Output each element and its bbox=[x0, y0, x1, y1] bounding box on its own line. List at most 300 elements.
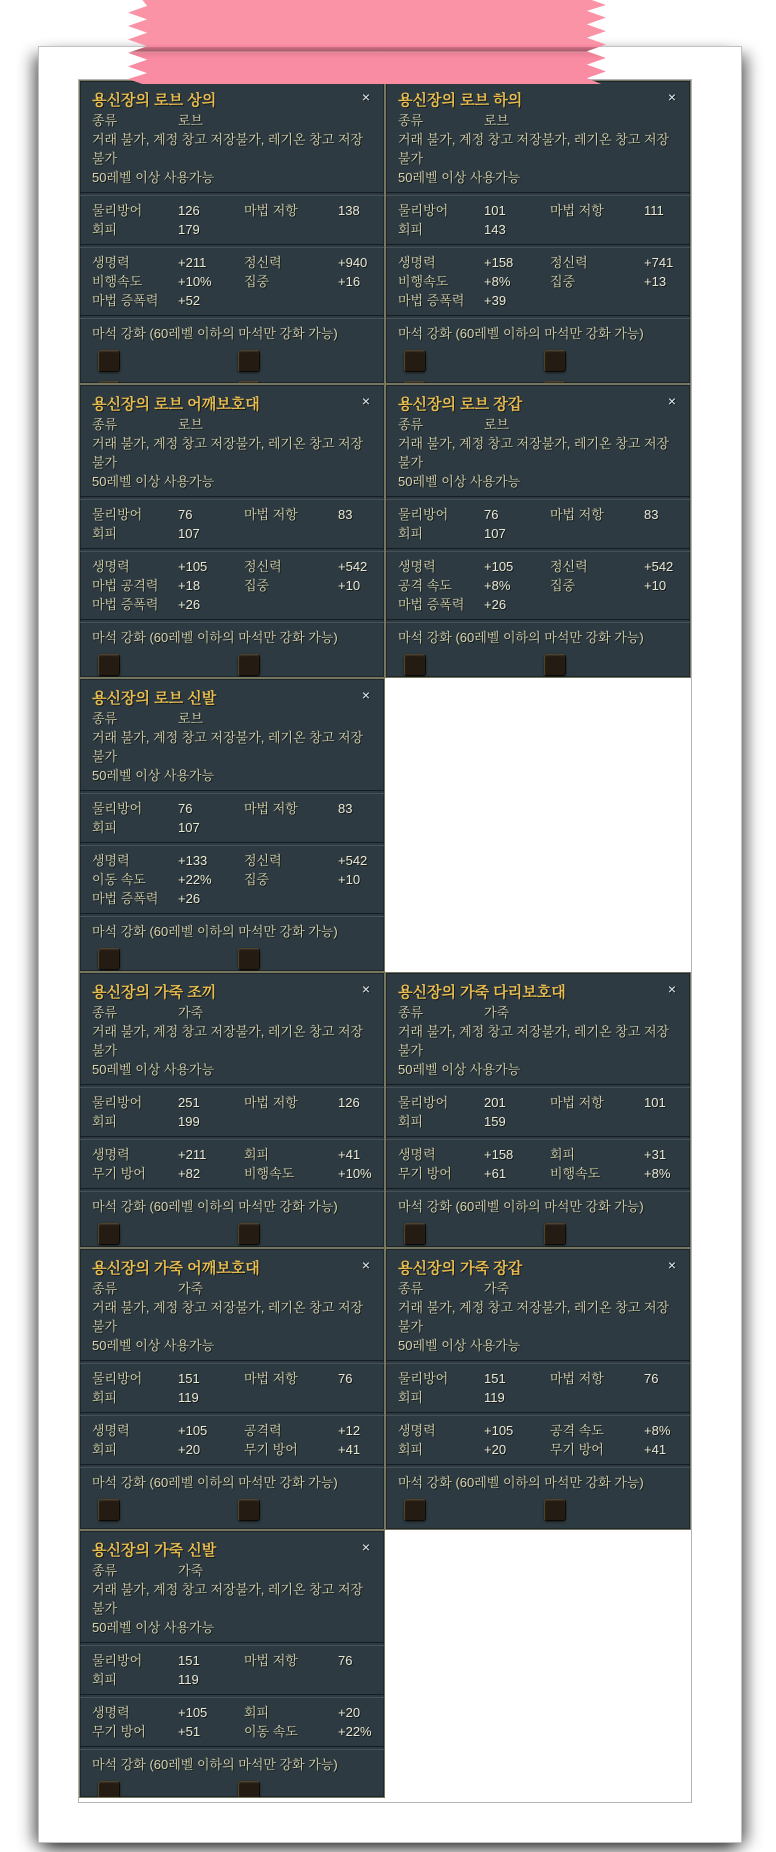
stat-label: 물리방어 bbox=[92, 507, 143, 522]
item-tooltip-panel bbox=[79, 80, 385, 384]
stat-value: 101 bbox=[644, 1095, 666, 1110]
title-bar bbox=[92, 1255, 372, 1279]
stat-value: +10% bbox=[178, 274, 212, 289]
divider bbox=[80, 842, 384, 846]
stat-label: 회피 bbox=[398, 222, 424, 237]
bonus-stats bbox=[398, 253, 678, 310]
stat-label: 회피 bbox=[92, 222, 118, 237]
stat-value: 107 bbox=[178, 526, 200, 541]
trade-restriction-text: 거래 불가, 계정 창고 저장불가, 레기온 창고 저장불가 bbox=[398, 1300, 670, 1334]
type-label: 종류 bbox=[92, 113, 118, 128]
stat-value: +22% bbox=[338, 1724, 372, 1739]
item-tooltip-panel bbox=[79, 1530, 385, 1798]
type-row bbox=[398, 1003, 678, 1022]
stat-value: +940 bbox=[338, 255, 368, 270]
stat-label: 회피 bbox=[398, 1390, 424, 1405]
manastone-slot bbox=[98, 1781, 120, 1798]
stat-label: 물리방어 bbox=[92, 1653, 143, 1668]
divider bbox=[386, 619, 690, 623]
stat-label: 비행속도 bbox=[398, 274, 449, 289]
manastone-slot bbox=[98, 948, 120, 970]
stat-value: +41 bbox=[338, 1147, 361, 1162]
bonus-stats bbox=[92, 1145, 372, 1183]
stat-value: 151 bbox=[484, 1371, 506, 1386]
title-bar bbox=[92, 391, 372, 415]
type-row bbox=[92, 415, 372, 434]
stat-value: +542 bbox=[338, 559, 368, 574]
stat-value: 76 bbox=[484, 507, 499, 522]
close-icon[interactable]: × bbox=[361, 89, 370, 105]
stat-label: 회피 bbox=[244, 1705, 270, 1720]
stat-label: 생명력 bbox=[398, 1147, 436, 1162]
manastone-slot bbox=[98, 654, 120, 676]
stat-value: +26 bbox=[484, 597, 507, 612]
manastone-slot bbox=[544, 1223, 566, 1245]
stat-label: 물리방어 bbox=[398, 1095, 449, 1110]
stat-label: 물리방어 bbox=[398, 203, 449, 218]
level-requirement: 50레벨 이상 사용가능 bbox=[398, 1338, 521, 1353]
stat-label: 물리방어 bbox=[398, 507, 449, 522]
divider bbox=[386, 192, 690, 196]
stat-label: 정신력 bbox=[244, 255, 282, 270]
divider bbox=[80, 1412, 384, 1416]
title-bar bbox=[398, 979, 678, 1003]
level-requirement: 50레벨 이상 사용가능 bbox=[398, 474, 521, 489]
stat-label: 공격 속도 bbox=[398, 578, 452, 593]
stat-value: 126 bbox=[178, 203, 200, 218]
stat-label: 생명력 bbox=[92, 1423, 130, 1438]
stat-label: 공격 속도 bbox=[550, 1423, 604, 1438]
stat-value: +211 bbox=[178, 255, 207, 270]
stat-value: +10 bbox=[338, 872, 361, 887]
stat-label: 물리방어 bbox=[92, 1095, 143, 1110]
stat-label: 이동 속도 bbox=[92, 872, 146, 887]
stat-label: 마법 저항 bbox=[550, 1371, 604, 1386]
stat-value: 83 bbox=[338, 507, 353, 522]
title-bar bbox=[92, 87, 372, 111]
close-icon[interactable]: × bbox=[667, 981, 676, 997]
type-value: 가죽 bbox=[484, 1281, 510, 1296]
type-row bbox=[92, 709, 372, 728]
stat-label: 정신력 bbox=[550, 559, 588, 574]
manastone-slot bbox=[544, 1499, 566, 1521]
stat-value: +13 bbox=[644, 274, 667, 289]
stat-value: +542 bbox=[338, 853, 368, 868]
manastone-slot bbox=[404, 654, 426, 676]
stat-value: +16 bbox=[338, 274, 361, 289]
stat-label: 회피 bbox=[92, 526, 118, 541]
item-tooltip-panel bbox=[79, 1248, 385, 1530]
stat-label: 정신력 bbox=[244, 853, 282, 868]
stat-label: 마법 공격력 bbox=[92, 578, 159, 593]
stat-value: +211 bbox=[178, 1147, 207, 1162]
stat-value bbox=[644, 220, 678, 239]
divider bbox=[80, 1188, 384, 1192]
level-requirement: 50레벨 이상 사용가능 bbox=[92, 1338, 215, 1353]
manastone-slots bbox=[398, 350, 678, 384]
stat-label: 마법 저항 bbox=[550, 507, 604, 522]
type-value: 가죽 bbox=[484, 1005, 510, 1020]
stat-label bbox=[550, 524, 644, 543]
stat-label: 생명력 bbox=[398, 559, 436, 574]
stat-label: 무기 방어 bbox=[398, 1166, 452, 1181]
defense-stats bbox=[92, 1369, 372, 1407]
divider bbox=[80, 913, 384, 917]
manastone-header: 마석 강화 (60레벨 이하의 마석만 강화 가능) bbox=[92, 1475, 338, 1490]
close-icon[interactable]: × bbox=[361, 1257, 370, 1273]
title-bar bbox=[398, 391, 678, 415]
stat-value: +20 bbox=[178, 1442, 201, 1457]
stat-value: +542 bbox=[644, 559, 674, 574]
stat-label bbox=[550, 1388, 644, 1407]
divider bbox=[386, 1360, 690, 1364]
stat-label: 집중 bbox=[244, 274, 270, 289]
trade-restriction-text: 거래 불가, 계정 창고 저장불가, 레기온 창고 저장불가 bbox=[92, 1300, 364, 1334]
type-label: 종류 bbox=[92, 711, 118, 726]
stat-label: 회피 bbox=[92, 1672, 118, 1687]
item-title: 용신장의 로브 상의 bbox=[92, 92, 217, 109]
divider bbox=[80, 192, 384, 196]
divider bbox=[80, 1136, 384, 1140]
defense-stats bbox=[398, 1093, 678, 1131]
manastone-slot bbox=[404, 1499, 426, 1521]
empty-cell bbox=[385, 1530, 691, 1798]
stat-label: 마법 증폭력 bbox=[92, 597, 159, 612]
stat-value: 111 bbox=[644, 203, 664, 218]
trade-restriction-text: 거래 불가, 계정 창고 저장불가, 레기온 창고 저장불가 bbox=[92, 132, 364, 166]
trade-restriction-text: 거래 불가, 계정 창고 저장불가, 레기온 창고 저장불가 bbox=[398, 436, 670, 470]
manastone-header: 마석 강화 (60레벨 이하의 마석만 강화 가능) bbox=[92, 1757, 338, 1772]
type-label: 종류 bbox=[92, 417, 118, 432]
bonus-stats bbox=[92, 557, 372, 614]
item-title: 용신장의 가죽 장갑 bbox=[398, 1260, 523, 1277]
stat-value: 107 bbox=[484, 526, 506, 541]
manastone-header: 마석 강화 (60레벨 이하의 마석만 강화 가능) bbox=[92, 1199, 338, 1214]
defense-stats bbox=[92, 201, 372, 239]
close-icon[interactable]: × bbox=[667, 89, 676, 105]
item-tooltip-panel bbox=[79, 678, 385, 972]
manastone-slot bbox=[404, 350, 426, 372]
stat-value: +39 bbox=[484, 293, 507, 308]
manastone-header: 마석 강화 (60레벨 이하의 마석만 강화 가능) bbox=[92, 924, 338, 939]
stat-value: 143 bbox=[484, 222, 506, 237]
type-value: 가죽 bbox=[178, 1281, 204, 1296]
stat-value: +26 bbox=[178, 597, 201, 612]
type-label: 종류 bbox=[92, 1281, 118, 1296]
stat-value: 101 bbox=[484, 203, 506, 218]
manastone-header: 마석 강화 (60레벨 이하의 마석만 강화 가능) bbox=[398, 1475, 644, 1490]
stat-value: 179 bbox=[178, 222, 200, 237]
stat-label bbox=[244, 220, 338, 239]
stat-value: 199 bbox=[178, 1114, 200, 1129]
title-bar bbox=[92, 685, 372, 709]
type-value: 로브 bbox=[484, 417, 510, 432]
stat-value: 251 bbox=[178, 1095, 200, 1110]
divider bbox=[386, 1136, 690, 1140]
manastone-slot bbox=[544, 654, 566, 676]
divider bbox=[80, 548, 384, 552]
divider bbox=[80, 1642, 384, 1646]
trade-restriction-text: 거래 불가, 계정 창고 저장불가, 레기온 창고 저장불가 bbox=[398, 1024, 670, 1058]
stat-label bbox=[244, 1112, 338, 1131]
stat-label: 마법 증폭력 bbox=[398, 597, 465, 612]
stat-label bbox=[244, 524, 338, 543]
manastone-slot bbox=[98, 1223, 120, 1245]
type-row bbox=[398, 111, 678, 130]
stat-value bbox=[644, 1112, 678, 1131]
stat-label: 생명력 bbox=[92, 1705, 130, 1720]
type-row bbox=[92, 1279, 372, 1298]
stat-value: +61 bbox=[484, 1166, 507, 1181]
manastone-slots bbox=[92, 948, 372, 972]
stat-value: 83 bbox=[644, 507, 659, 522]
close-icon[interactable]: × bbox=[361, 687, 370, 703]
type-row bbox=[92, 1561, 372, 1580]
close-icon[interactable]: × bbox=[361, 393, 370, 409]
item-title: 용신장의 로브 장갑 bbox=[398, 396, 523, 413]
stat-label: 정신력 bbox=[550, 255, 588, 270]
divider bbox=[80, 244, 384, 248]
stat-value: +52 bbox=[178, 293, 201, 308]
stat-value: +105 bbox=[484, 559, 514, 574]
stat-label: 무기 방어 bbox=[92, 1724, 146, 1739]
divider bbox=[80, 1464, 384, 1468]
item-tooltip-panel bbox=[79, 972, 385, 1248]
divider bbox=[386, 1412, 690, 1416]
item-title: 용신장의 로브 하의 bbox=[398, 92, 523, 109]
type-row bbox=[92, 1003, 372, 1022]
stat-value: 151 bbox=[178, 1371, 200, 1386]
manastone-slots bbox=[92, 1781, 372, 1798]
divider bbox=[386, 496, 690, 500]
manastone-slots bbox=[92, 654, 372, 678]
stat-value: 159 bbox=[484, 1114, 506, 1129]
manastone-slot bbox=[238, 1781, 260, 1798]
manastone-slot bbox=[238, 350, 260, 372]
stat-value: 138 bbox=[338, 203, 360, 218]
level-requirement: 50레벨 이상 사용가능 bbox=[92, 1062, 215, 1077]
manastone-slot bbox=[98, 1499, 120, 1521]
type-value: 가죽 bbox=[178, 1005, 204, 1020]
stat-value: +133 bbox=[178, 853, 208, 868]
stat-label: 정신력 bbox=[244, 559, 282, 574]
stat-value: +741 bbox=[644, 255, 674, 270]
type-label: 종류 bbox=[398, 417, 424, 432]
stat-label: 회피 bbox=[398, 1114, 424, 1129]
trade-restriction-text: 거래 불가, 계정 창고 저장불가, 레기온 창고 저장불가 bbox=[92, 1582, 364, 1616]
stat-label: 생명력 bbox=[398, 255, 436, 270]
stat-value: +26 bbox=[178, 891, 201, 906]
stat-label: 회피 bbox=[398, 1442, 424, 1457]
stat-value: +41 bbox=[338, 1442, 361, 1457]
stat-value bbox=[338, 595, 372, 614]
close-icon[interactable]: × bbox=[361, 1539, 370, 1555]
defense-stats bbox=[398, 505, 678, 543]
stat-label: 비행속도 bbox=[92, 274, 143, 289]
stat-label: 집중 bbox=[244, 872, 270, 887]
stat-label: 마법 저항 bbox=[550, 203, 604, 218]
stat-value: +158 bbox=[484, 255, 514, 270]
stat-value: +10 bbox=[338, 578, 361, 593]
stat-value: 76 bbox=[644, 1371, 659, 1386]
stat-value: 107 bbox=[178, 820, 200, 835]
type-label: 종류 bbox=[398, 1005, 424, 1020]
stat-label bbox=[550, 291, 644, 310]
item-title: 용신장의 로브 신발 bbox=[92, 690, 217, 707]
close-icon[interactable]: × bbox=[667, 1257, 676, 1273]
stat-value: 83 bbox=[338, 801, 353, 816]
manastone-slot bbox=[404, 1223, 426, 1245]
level-requirement: 50레벨 이상 사용가능 bbox=[398, 1062, 521, 1077]
stat-value: +22% bbox=[178, 872, 212, 887]
stat-value: +51 bbox=[178, 1724, 201, 1739]
stat-label: 마법 저항 bbox=[244, 1095, 298, 1110]
stat-label: 생명력 bbox=[398, 1423, 436, 1438]
item-title: 용신장의 로브 어깨보호대 bbox=[92, 396, 260, 413]
stat-value bbox=[338, 818, 372, 837]
type-label: 종류 bbox=[92, 1563, 118, 1578]
stat-value: +105 bbox=[178, 1423, 208, 1438]
item-tooltip-panel bbox=[385, 1248, 691, 1530]
bonus-stats bbox=[92, 1703, 372, 1741]
level-requirement: 50레벨 이상 사용가능 bbox=[92, 474, 215, 489]
trade-restriction-text: 거래 불가, 계정 창고 저장불가, 레기온 창고 저장불가 bbox=[92, 436, 364, 470]
stat-label bbox=[244, 1388, 338, 1407]
stat-value bbox=[644, 1388, 678, 1407]
stat-value: 76 bbox=[178, 507, 193, 522]
stat-value: 151 bbox=[178, 1653, 200, 1668]
stat-value bbox=[644, 524, 678, 543]
stat-label bbox=[244, 818, 338, 837]
stat-value: +12 bbox=[338, 1423, 361, 1438]
stat-label: 마법 저항 bbox=[244, 203, 298, 218]
stat-label: 생명력 bbox=[92, 853, 130, 868]
item-title: 용신장의 가죽 다리보호대 bbox=[398, 984, 566, 1001]
item-tooltip-panel bbox=[385, 972, 691, 1248]
close-icon[interactable]: × bbox=[361, 981, 370, 997]
manastone-slots bbox=[92, 1223, 372, 1248]
trade-restriction-text: 거래 불가, 계정 창고 저장불가, 레기온 창고 저장불가 bbox=[398, 132, 670, 166]
stat-value: +10 bbox=[644, 578, 667, 593]
stat-label bbox=[244, 1670, 338, 1689]
manastone-slot bbox=[238, 654, 260, 676]
stat-value: 119 bbox=[178, 1672, 199, 1687]
stat-value bbox=[338, 1670, 372, 1689]
divider bbox=[386, 1464, 690, 1468]
close-icon[interactable]: × bbox=[667, 393, 676, 409]
tooltip-grid bbox=[78, 79, 692, 1803]
title-bar bbox=[398, 87, 678, 111]
divider bbox=[80, 1360, 384, 1364]
bonus-stats bbox=[398, 1145, 678, 1183]
stat-value: 119 bbox=[178, 1390, 199, 1405]
stat-label: 회피 bbox=[550, 1147, 576, 1162]
manastone-slot bbox=[238, 1499, 260, 1521]
bonus-stats bbox=[398, 557, 678, 614]
bonus-stats bbox=[92, 1421, 372, 1459]
stat-label: 마법 증폭력 bbox=[92, 293, 159, 308]
stat-label: 물리방어 bbox=[398, 1371, 449, 1386]
stat-label: 마법 저항 bbox=[244, 1653, 298, 1668]
stat-label: 비행속도 bbox=[550, 1166, 601, 1181]
item-tooltip-panel bbox=[385, 384, 691, 678]
stat-label: 무기 방어 bbox=[550, 1442, 604, 1457]
stat-value: +18 bbox=[178, 578, 201, 593]
stat-value bbox=[338, 1112, 372, 1131]
stat-label: 회피 bbox=[244, 1147, 270, 1162]
stat-label: 비행속도 bbox=[244, 1166, 295, 1181]
level-requirement: 50레벨 이상 사용가능 bbox=[92, 170, 215, 185]
type-row bbox=[398, 415, 678, 434]
type-row bbox=[398, 1279, 678, 1298]
stat-label: 물리방어 bbox=[92, 203, 143, 218]
stat-value: +8% bbox=[484, 274, 511, 289]
stat-value: +8% bbox=[644, 1423, 671, 1438]
stat-value: +31 bbox=[644, 1147, 667, 1162]
divider bbox=[386, 1084, 690, 1088]
manastone-slot bbox=[238, 948, 260, 970]
stat-value bbox=[338, 291, 372, 310]
divider bbox=[80, 1746, 384, 1750]
item-title: 용신장의 가죽 조끼 bbox=[92, 984, 217, 1001]
stat-value bbox=[644, 595, 678, 614]
bonus-stats bbox=[92, 851, 372, 908]
stat-label: 마법 저항 bbox=[550, 1095, 604, 1110]
stat-label: 회피 bbox=[92, 820, 118, 835]
stat-value: +10% bbox=[338, 1166, 372, 1181]
defense-stats bbox=[398, 1369, 678, 1407]
title-bar bbox=[398, 1255, 678, 1279]
stat-label: 마법 저항 bbox=[244, 801, 298, 816]
manastone-slots bbox=[398, 654, 678, 678]
divider bbox=[80, 790, 384, 794]
stat-label: 생명력 bbox=[92, 559, 130, 574]
item-title: 용신장의 가죽 어깨보호대 bbox=[92, 1260, 260, 1277]
stat-label: 생명력 bbox=[92, 1147, 130, 1162]
type-label: 종류 bbox=[92, 1005, 118, 1020]
stat-label bbox=[550, 595, 644, 614]
stat-label: 무기 방어 bbox=[244, 1442, 298, 1457]
stat-value: 76 bbox=[338, 1371, 353, 1386]
stat-value: 76 bbox=[338, 1653, 353, 1668]
trade-restriction-text: 거래 불가, 계정 창고 저장불가, 레기온 창고 저장불가 bbox=[92, 1024, 364, 1058]
divider bbox=[80, 1084, 384, 1088]
stat-label bbox=[550, 220, 644, 239]
title-bar bbox=[92, 979, 372, 1003]
stat-value: +20 bbox=[338, 1705, 361, 1720]
stat-label: 회피 bbox=[398, 526, 424, 541]
paper-page bbox=[38, 46, 742, 1843]
divider bbox=[386, 1188, 690, 1192]
stat-label: 물리방어 bbox=[92, 801, 143, 816]
stat-value: 119 bbox=[484, 1390, 505, 1405]
defense-stats bbox=[92, 1093, 372, 1131]
stat-value: +105 bbox=[484, 1423, 514, 1438]
defense-stats bbox=[92, 799, 372, 837]
manastone-header: 마석 강화 (60레벨 이하의 마석만 강화 가능) bbox=[92, 326, 338, 341]
stat-value: +20 bbox=[484, 1442, 507, 1457]
stat-value: +82 bbox=[178, 1166, 201, 1181]
stat-value bbox=[338, 524, 372, 543]
level-requirement: 50레벨 이상 사용가능 bbox=[398, 170, 521, 185]
stat-value: +8% bbox=[484, 578, 511, 593]
level-requirement: 50레벨 이상 사용가능 bbox=[92, 1620, 215, 1635]
manastone-header: 마석 강화 (60레벨 이하의 마석만 강화 가능) bbox=[398, 630, 644, 645]
stat-label bbox=[244, 889, 338, 908]
manastone-header: 마석 강화 (60레벨 이하의 마석만 강화 가능) bbox=[398, 326, 644, 341]
type-value: 가죽 bbox=[178, 1563, 204, 1578]
item-tooltip-panel bbox=[79, 384, 385, 678]
